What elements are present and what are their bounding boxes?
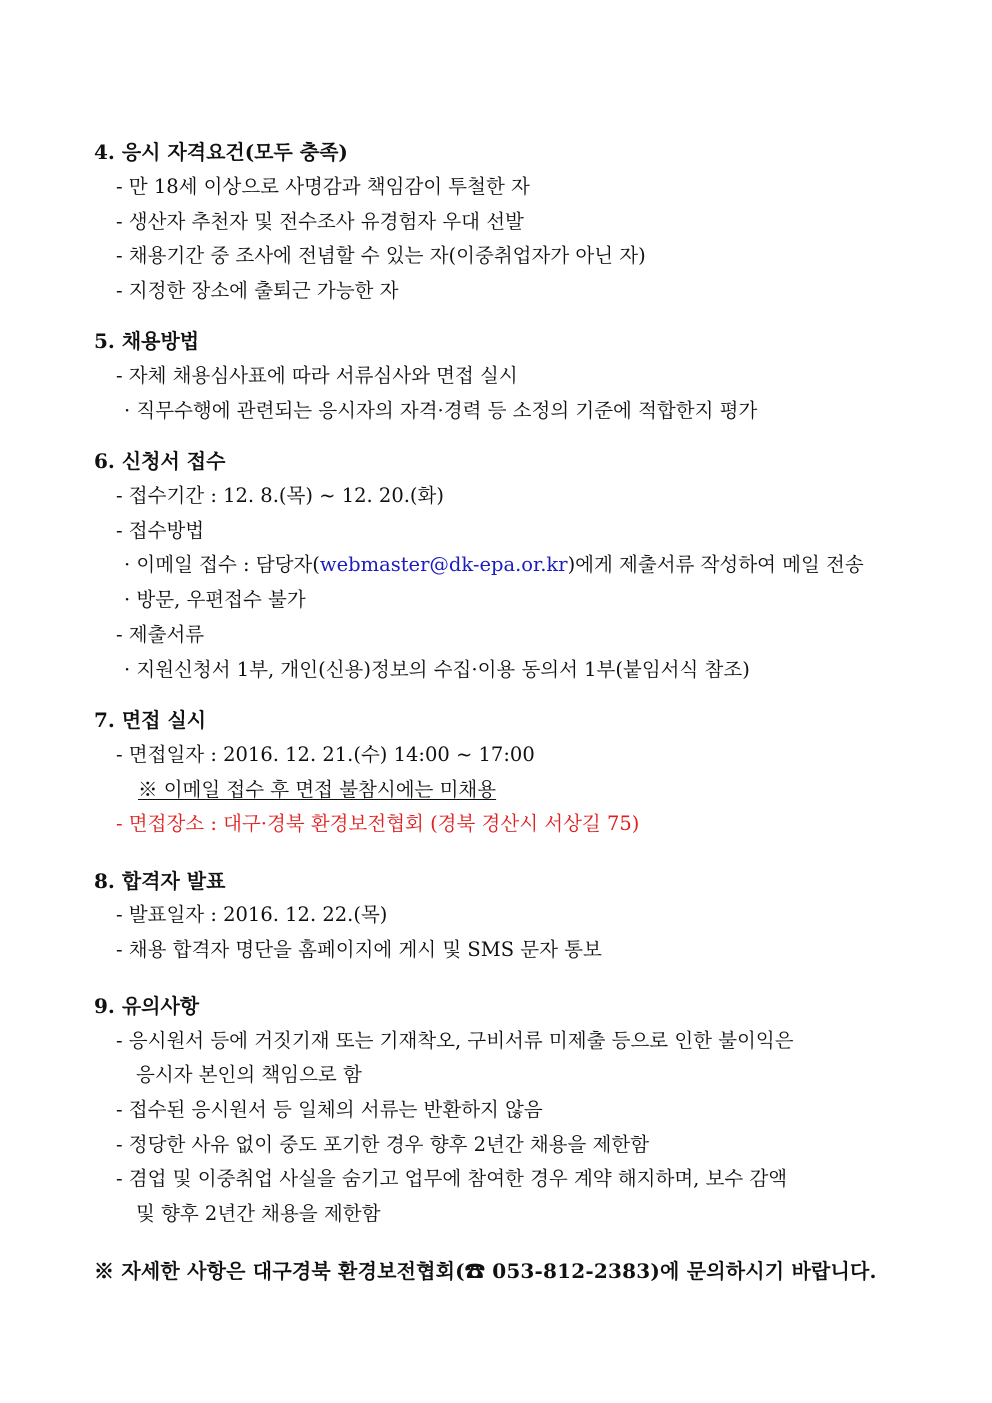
section4-item-3: - 채용기간 중 조사에 전념할 수 있는 자(이중취업자가 아닌 자) xyxy=(116,244,646,267)
footer-contact-notice: ※ 자세한 사항은 대구경북 환경보전협회(☎ 053-812-2383)에 문의하시기 바랍니다. xyxy=(94,1259,877,1283)
section4-heading: 4. 응시 자격요건(모두 충족) xyxy=(94,140,348,164)
section5-item-1: - 자체 채용심사표에 따라 서류심사와 면접 실시 xyxy=(116,364,518,387)
section8-notice: - 채용 합격자 명단을 홈페이지에 게시 및 SMS 문자 통보 xyxy=(116,938,602,961)
section7-note: ※ 이메일 접수 후 면접 불참시에는 미채용 xyxy=(138,778,497,801)
section6-docs: - 제출서류 xyxy=(116,623,205,646)
section9-item-4-line-2: 및 향후 2년간 채용을 제한함 xyxy=(136,1202,381,1225)
section7-heading: 7. 면접 실시 xyxy=(94,708,207,732)
section7-date: - 면접일자 : 2016. 12. 21.(수) 14:00 ~ 17:00 xyxy=(116,743,535,766)
section9-item-2: - 접수된 응시원서 등 일체의 서류는 반환하지 않음 xyxy=(116,1098,543,1121)
section9-item-1-line-1: - 응시원서 등에 거짓기재 또는 기재착오, 구비서류 미제출 등으로 인한 불이익은 xyxy=(116,1029,794,1052)
section4-item-2: - 생산자 추천자 및 전수조사 유경험자 우대 선발 xyxy=(116,210,524,233)
email-address-link[interactable]: webmaster@dk-epa.or.kr xyxy=(319,553,568,576)
email-prefix: · 이메일 접수 : 담당자( xyxy=(124,553,320,576)
section6-method: - 접수방법 xyxy=(116,519,205,542)
section7-place: - 면접장소 : 대구·경북 환경보전협회 (경북 경산시 서상길 75) xyxy=(116,812,640,835)
section6-email-line xyxy=(124,551,864,579)
section6-heading: 6. 신청서 접수 xyxy=(94,449,226,473)
section6-visit: · 방문, 우편접수 불가 xyxy=(124,588,306,611)
section9-item-1-line-2: 응시자 본인의 책임으로 함 xyxy=(136,1063,362,1086)
section9-heading: 9. 유의사항 xyxy=(94,994,200,1018)
section6-docs-detail: · 지원신청서 1부, 개인(신용)정보의 수집·이용 동의서 1부(붙임서식 참조) xyxy=(124,658,750,681)
section9-item-4-line-1: - 겸업 및 이중취업 사실을 숨기고 업무에 참여한 경우 계약 해지하며, 보수 감액 xyxy=(116,1167,788,1190)
section6-period: - 접수기간 : 12. 8.(목) ~ 12. 20.(화) xyxy=(116,484,444,507)
section5-sub-1: · 직무수행에 관련되는 응시자의 자격·경력 등 소정의 기준에 적합한지 평가 xyxy=(124,399,758,422)
section9-item-3: - 정당한 사유 없이 중도 포기한 경우 향후 2년간 채용을 제한함 xyxy=(116,1133,650,1156)
email-suffix: )에게 제출서류 작성하여 메일 전송 xyxy=(567,553,864,576)
section5-heading: 5. 채용방법 xyxy=(94,329,200,353)
section4-item-4: - 지정한 장소에 출퇴근 가능한 자 xyxy=(116,279,399,302)
section8-heading: 8. 합격자 발표 xyxy=(94,869,226,893)
section4-item-1: - 만 18세 이상으로 사명감과 책임감이 투철한 자 xyxy=(116,175,530,198)
section8-date: - 발표일자 : 2016. 12. 22.(목) xyxy=(116,903,388,926)
